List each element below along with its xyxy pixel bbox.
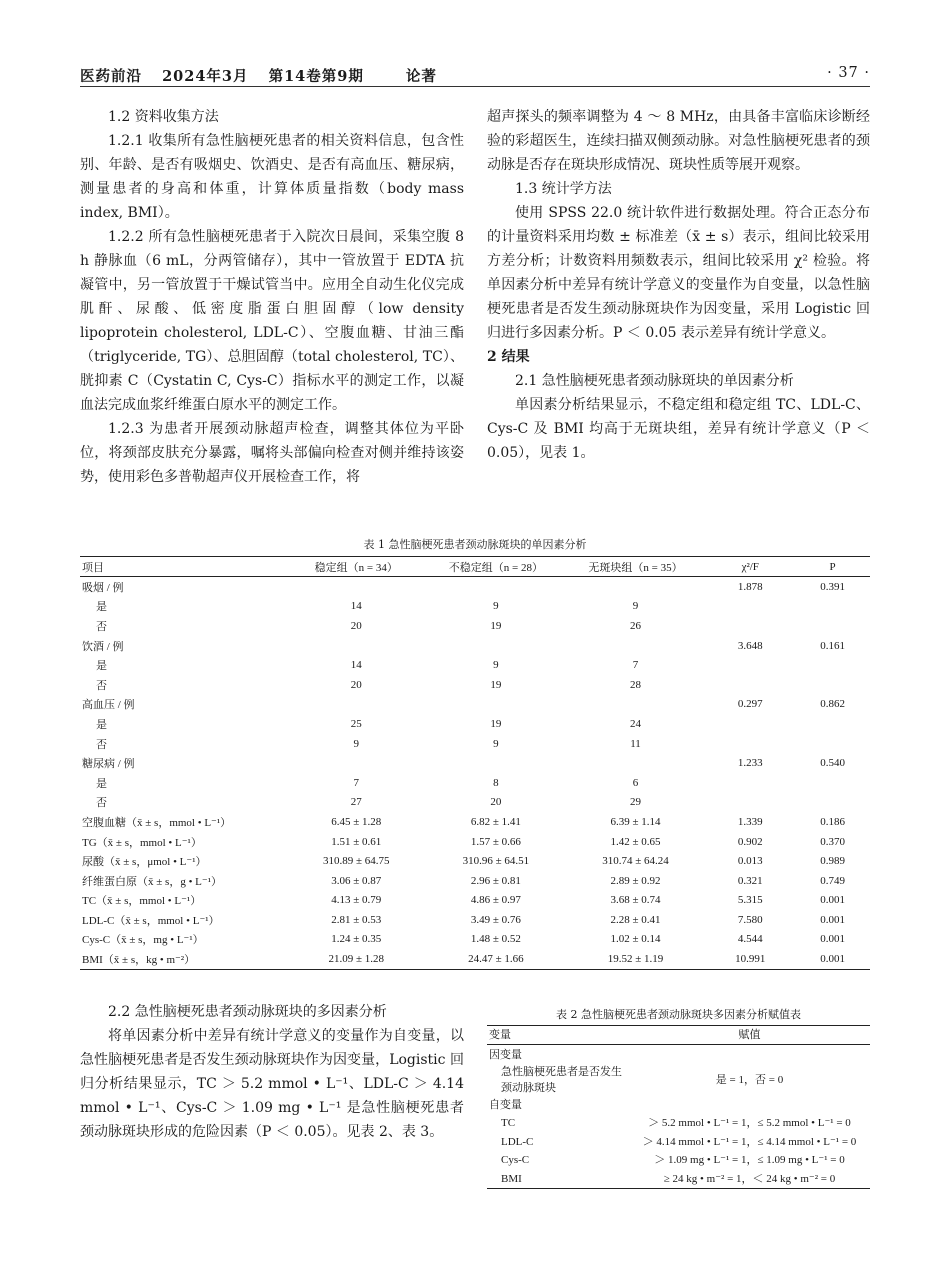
cell-stat: [705, 793, 795, 813]
cell-v2: 24.47 ± 1.66: [426, 949, 566, 969]
cell-stat: [705, 616, 795, 636]
cell-v2: 1.48 ± 0.52: [470, 933, 521, 946]
cell-p: [795, 597, 870, 617]
section-label: 论著: [405, 68, 437, 85]
cell-p: 0.862: [820, 698, 845, 711]
cell-v3: 28: [630, 678, 642, 691]
table2-header-cell: 赋值: [629, 1026, 870, 1045]
cell-p: 0.749: [820, 874, 845, 887]
cell-p: [795, 616, 870, 636]
cell-p: 0.001: [795, 949, 870, 969]
cell-v3: 24: [630, 717, 642, 730]
cell-v2: 6.82 ± 1.41: [470, 815, 521, 828]
cell-v3: 19.52 ± 1.19: [566, 949, 706, 969]
cell-v2: 1.57 ± 0.66: [470, 835, 521, 848]
issue-volume: 第14卷第9期: [268, 68, 364, 85]
cell-v1: 2.81 ± 0.53: [331, 913, 382, 926]
cell-v1: 9: [353, 737, 359, 750]
table-row: [80, 597, 870, 617]
cell-v3: 6.39 ± 1.14: [610, 815, 661, 828]
paragraph: 使用 SPSS 22.0 统计软件进行数据处理。符合正态分布的计量资料采用均数 ± 标准差（x̄ ± s）表示，组间比较采用方差分析；计数资料用频数表示，组间比较采用 χ² 检验。将单因素分析中差异有统计学意义的变量作为自变量，以急性脑梗死患者是否发生颈动脉斑块作为因变量，采用 Logistic 回归进行多因素分析。P ＜ 0.05 表示差异有统计学意义。: [487, 205, 870, 341]
row-label: 饮酒 / 例: [82, 640, 124, 653]
row-label: BMI（x̄ ± s，kg • m⁻²）: [80, 949, 286, 969]
variable-label: 自变量: [489, 1098, 522, 1111]
paragraph: 将单因素分析中差异有统计学意义的变量作为自变量，以急性脑梗死患者是否发生颈动脉斑块作为因变量，Logistic 回归分析结果显示，TC ＞ 5.2 mmol • L⁻¹、LDL-C ＞ 4.14 mmol • L⁻¹、Cys-C ＞ 1.09 mg • L⁻¹ 是急性脑梗死患者颈动脉斑块形成的危险因素（P ＜ 0.05）。见表 2、表 3。: [80, 1028, 464, 1140]
cell-v3: 11: [630, 737, 641, 750]
cell-v3: 1.02 ± 0.14: [610, 933, 661, 946]
assignment-value: ＞ 1.09 mg • L⁻¹ = 1，≤ 1.09 mg • L⁻¹ = 0: [654, 1154, 845, 1167]
table-row: [80, 871, 870, 891]
cell-v2: [426, 636, 566, 656]
table-row: [487, 1151, 870, 1169]
table-row: [487, 1045, 870, 1064]
cell-v2: 19: [490, 619, 502, 632]
cell-stat: 1.878: [737, 580, 763, 593]
cell-p: [795, 773, 870, 793]
cell-stat: 0.297: [737, 698, 763, 711]
cell-v3: 29: [630, 796, 642, 809]
row-label: 纤维蛋白原（x̄ ± s，g • L⁻¹）: [82, 875, 222, 888]
cell-stat: [705, 714, 795, 734]
assignment-value: 是 = 1，否 = 0: [715, 1073, 784, 1086]
row-label: 否: [96, 797, 107, 810]
cell-v1: [286, 695, 426, 715]
cell-p: 0.161: [820, 639, 845, 652]
variable-label: BMI: [487, 1169, 629, 1188]
cell-v3: 9: [632, 600, 639, 613]
cell-p: 0.989: [820, 855, 845, 868]
cell-v3: 2.28 ± 0.41: [610, 913, 661, 926]
cell-v3: 2.89 ± 0.92: [610, 874, 661, 887]
table-row: [80, 910, 870, 930]
cell-v1: 7: [353, 776, 359, 789]
cell-stat: 0.321: [737, 874, 763, 887]
table-row: [487, 1133, 870, 1151]
cell-stat: [705, 597, 795, 617]
cell-v2: [426, 695, 566, 715]
row-label: 尿酸（x̄ ± s，μmol • L⁻¹）: [82, 856, 207, 869]
cell-v2: 3.49 ± 0.76: [470, 913, 521, 926]
bottom-left-column: [80, 1000, 464, 1144]
cell-stat: 0.013: [737, 855, 763, 868]
table-row: [80, 734, 870, 754]
cell-v2: [426, 753, 566, 773]
row-label: 高血压 / 例: [82, 699, 135, 712]
cell-v1: 20: [350, 619, 362, 632]
cell-v3: 1.42 ± 0.65: [610, 835, 661, 848]
table-row: [80, 753, 870, 773]
assignment-value: ＞ 4.14 mmol • L⁻¹ = 1，≤ 4.14 mmol • L⁻¹ = 0: [642, 1135, 857, 1148]
cell-v2: 19: [490, 678, 502, 691]
row-label: 空腹血糖（x̄ ± s，mmol • L⁻¹）: [82, 816, 232, 829]
row-label: TC（x̄ ± s，mmol • L⁻¹）: [82, 895, 202, 908]
cell-v2: 310.96 ± 64.51: [462, 855, 530, 868]
assignment-value: ≥ 24 kg • m⁻² = 1，＜ 24 kg • m⁻² = 0: [629, 1169, 870, 1188]
left-column: [80, 105, 464, 489]
row-label: TG（x̄ ± s，mmol • L⁻¹）: [82, 836, 202, 849]
cell-p: [795, 714, 870, 734]
journal-info: [80, 65, 451, 86]
table-row: [80, 812, 870, 832]
cell-v1: 4.13 ± 0.79: [331, 894, 382, 907]
cell-stat: 10.991: [705, 949, 795, 969]
cell-v1: 1.24 ± 0.35: [331, 933, 382, 946]
table-row: [80, 616, 870, 636]
paragraph: 1.2.3 为患者开展颈动脉超声检查，调整其体位为平卧位，将颈部皮肤充分暴露，嘱将头部偏向检查对侧并维持该姿势，使用彩色多普勒超声仪开展检查工作，将: [80, 421, 464, 485]
cell-v2: 19: [490, 717, 502, 730]
table1-header-cell: 项目: [80, 557, 286, 577]
cell-v2: [426, 577, 566, 597]
cell-v2: 9: [493, 659, 499, 672]
variable-label: 急性脑梗死患者是否发生颈动脉斑块: [501, 1065, 622, 1094]
row-label: 吸烟 / 例: [82, 581, 124, 594]
variable-label: TC: [501, 1117, 516, 1130]
cell-v3: [566, 753, 706, 773]
cell-v1: 25: [350, 717, 362, 730]
row-label: 糖尿病 / 例: [82, 758, 135, 771]
cell-stat: 4.544: [737, 933, 763, 946]
assignment-value: ＞ 5.2 mmol • L⁻¹ = 1，≤ 5.2 mmol • L⁻¹ = 0: [648, 1117, 851, 1130]
cell-v2: 20: [490, 796, 502, 809]
table1-header-cell: P: [795, 557, 870, 577]
section-heading: 2 结果: [487, 349, 530, 365]
cell-v2: 8: [493, 776, 499, 789]
cell-v1: [286, 636, 426, 656]
table-row: [80, 930, 870, 950]
cell-p: [795, 675, 870, 695]
table1-header-cell: 稳定组（n = 34）: [286, 557, 426, 577]
cell-stat: 5.315: [737, 894, 763, 907]
table-row: [80, 949, 870, 969]
table-row: [80, 891, 870, 911]
cell-v2: 9: [493, 737, 499, 750]
table-row: [80, 793, 870, 813]
cell-p: [795, 655, 870, 675]
cell-stat: [705, 773, 795, 793]
cell-stat: 0.902: [737, 835, 763, 848]
cell-p: 0.186: [820, 815, 845, 828]
section-heading: 2.1 急性脑梗死患者颈动脉斑块的单因素分析: [515, 373, 794, 389]
cell-p: 0.370: [820, 835, 845, 848]
cell-v3: 3.68 ± 0.74: [610, 894, 661, 907]
row-label: 否: [96, 679, 107, 692]
table1: [80, 556, 870, 970]
cell-stat: 1.339: [737, 815, 763, 828]
page-number: · 37 ·: [827, 65, 870, 81]
right-column: [487, 105, 870, 465]
cell-v3: 6: [632, 776, 639, 789]
cell-stat: [705, 734, 795, 754]
table-row: [487, 1169, 870, 1188]
cell-p: 0.391: [820, 580, 845, 593]
cell-stat: 1.233: [737, 757, 763, 770]
cell-v2: 2.96 ± 0.81: [470, 874, 521, 887]
table-row: [80, 675, 870, 695]
cell-stat: [705, 655, 795, 675]
table-row: [80, 636, 870, 656]
table-row: [80, 655, 870, 675]
table1-header-cell: 不稳定组（n = 28）: [426, 557, 566, 577]
cell-v1: 14: [350, 659, 362, 672]
cell-v3: 7: [632, 659, 639, 672]
running-header: [80, 62, 870, 87]
table2-header-cell: 变量: [487, 1026, 629, 1045]
table-row: [487, 1096, 870, 1114]
section-heading: 1.3 统计学方法: [515, 181, 612, 197]
paragraph-continuation: 超声探头的频率调整为 4 ～ 8 MHz，由具备丰富临床诊断经验的彩超医生，连续扫描双侧颈动脉。对急性脑梗死患者的颈动脉是否存在斑块形成情况、斑块性质等展开观察。: [487, 109, 870, 173]
cell-v3: 26: [630, 619, 642, 632]
table2: [487, 1025, 870, 1189]
cell-p: [795, 793, 870, 813]
cell-v2: 4.86 ± 0.97: [470, 894, 521, 907]
row-label: 否: [96, 738, 107, 751]
table-row: [80, 714, 870, 734]
paragraph: 1.2.1 收集所有急性脑梗死患者的相关资料信息，包含性别、年龄、是否有吸烟史、饮酒史、是否有高血压、糖尿病，测量患者的身高和体重，计算体质量指数（body mass index, BMI）。: [80, 133, 464, 221]
cell-stat: 7.580: [737, 913, 763, 926]
cell-v1: 21.09 ± 1.28: [286, 949, 426, 969]
row-label: LDL-C（x̄ ± s，mmol • L⁻¹）: [82, 914, 220, 927]
variable-label: 因变量: [489, 1048, 522, 1061]
row-label: Cys-C（x̄ ± s，mg • L⁻¹）: [82, 934, 204, 947]
row-label: 否: [96, 620, 107, 633]
table1-header-cell: 无斑块组（n = 35）: [566, 557, 706, 577]
cell-p: 0.001: [820, 894, 845, 907]
table1-caption: 表 1 急性脑梗死患者颈动脉斑块的单因素分析: [363, 538, 587, 551]
cell-p: 0.001: [820, 913, 845, 926]
assignment-value: [629, 1096, 870, 1114]
row-label: 是: [96, 718, 107, 731]
cell-stat: [705, 675, 795, 695]
assignment-value: [629, 1045, 870, 1064]
cell-v1: 3.06 ± 0.87: [331, 874, 382, 887]
table-row: [487, 1114, 870, 1132]
cell-v1: 20: [350, 678, 362, 691]
cell-v3: [566, 636, 706, 656]
cell-v1: [286, 577, 426, 597]
section-heading: 1.2 资料收集方法: [108, 109, 219, 125]
section-heading: 2.2 急性脑梗死患者颈动脉斑块的多因素分析: [108, 1004, 387, 1020]
cell-v2: 9: [493, 600, 499, 613]
table1-header-cell: χ²/F: [705, 557, 795, 577]
table2-caption: 表 2 急性脑梗死患者颈动脉斑块多因素分析赋值表: [556, 1008, 801, 1021]
cell-v1: [286, 753, 426, 773]
issue-date: 2024年3月: [162, 68, 249, 85]
cell-p: 0.540: [820, 757, 845, 770]
table-row: [80, 832, 870, 852]
cell-v1: 27: [350, 796, 362, 809]
journal-name: 医药前沿: [80, 68, 142, 85]
row-label: 是: [96, 660, 107, 673]
row-label: 是: [96, 777, 107, 790]
table-row: [80, 851, 870, 871]
cell-p: [795, 734, 870, 754]
cell-v3: [566, 695, 706, 715]
cell-v1: 310.89 ± 64.75: [322, 855, 390, 868]
cell-v3: [566, 577, 706, 597]
cell-v1: 14: [350, 600, 362, 613]
table-row: [80, 773, 870, 793]
paragraph: 单因素分析结果显示，不稳定组和稳定组 TC、LDL-C、Cys-C 及 BMI 均高于无斑块组，差异有统计学意义（P ＜ 0.05），见表 1。: [487, 397, 870, 461]
variable-label: LDL-C: [501, 1135, 534, 1148]
cell-p: 0.001: [820, 933, 845, 946]
cell-v1: 6.45 ± 1.28: [331, 815, 382, 828]
variable-label: Cys-C: [501, 1154, 530, 1167]
table-row: [80, 695, 870, 715]
row-label: 是: [96, 601, 107, 614]
cell-v3: 310.74 ± 64.24: [602, 855, 669, 868]
paragraph: 1.2.2 所有急性脑梗死患者于入院次日晨间，采集空腹 8 h 静脉血（6 mL，分两管储存），其中一管放置于 EDTA 抗凝管中，另一管放置于干燥试管当中。应用全自动生化仪完成肌酐、尿酸、低密度脂蛋白胆固醇（low density lipoprotein cholesterol, LDL-C）、空腹血糖、甘油三酯（triglyceride, TG）、总胆固醇（total cholesterol, TC）、胱抑素 C（Cystatin C, Cys-C）指标水平的测定工作，以凝血法完成血浆纤维蛋白原水平的测定工作。: [80, 229, 464, 413]
table-row: [80, 577, 870, 597]
cell-stat: 3.648: [737, 639, 763, 652]
cell-v1: 1.51 ± 0.61: [331, 835, 382, 848]
table-row: [487, 1064, 870, 1096]
